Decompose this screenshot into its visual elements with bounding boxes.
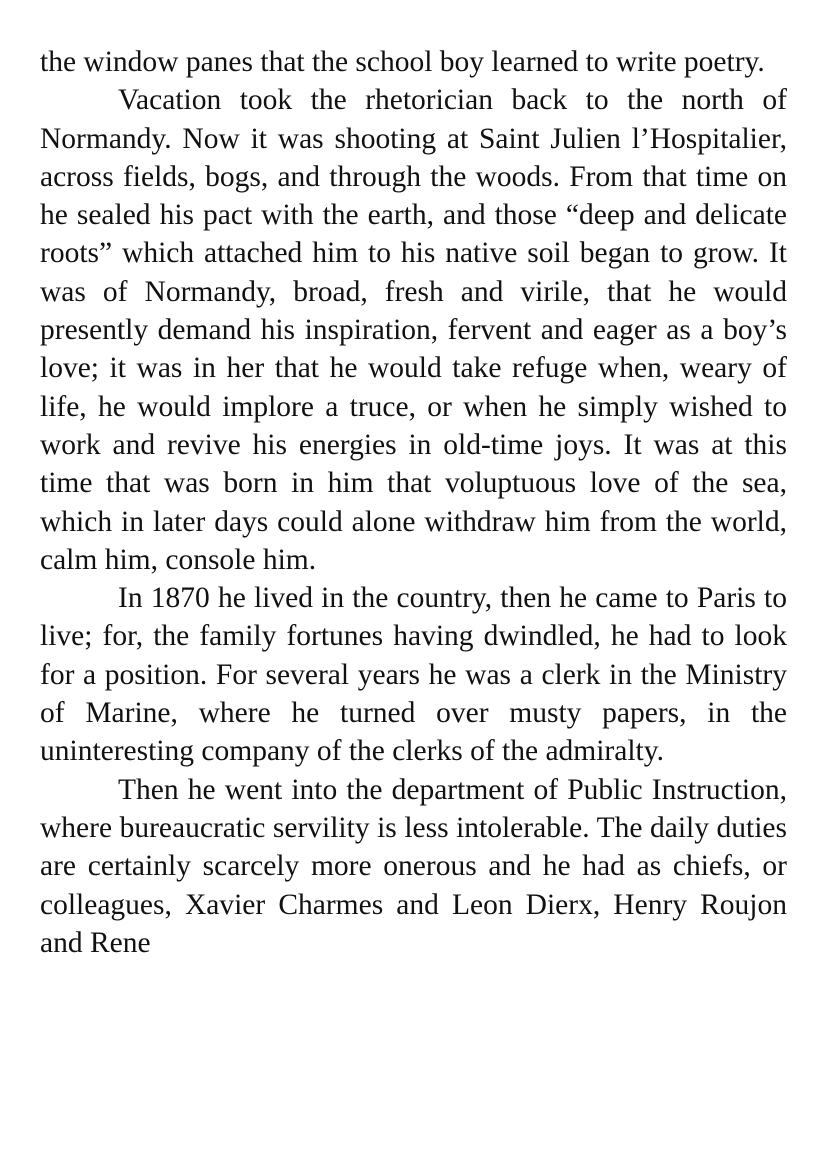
paragraph-vacation-normandy: Vacation took the rhetorician back to the north of Normandy. Now it was shooting at Saint Julien l’Hospitalier, across fields, bogs, and through the woods. From that time on he sealed his pact with the earth, and those “deep and delicate roots” which attached him to his native soil began to grow. It was of Normandy, broad, fresh and virile, that he would presently demand his inspiration, fervent and eager as a boy’s love; it was in her that he would take refuge when, weary of life, he would implore a truce, or when he simply wished to work and revive his energies in old-time joys. It was at this time that was born in him that voluptuous love of the sea, which in later days could alone withdraw him from the world, calm him, console him. [40, 84, 787, 576]
paragraph-public-instruction: Then he went into the department of Public Instruction, where bureaucratic servility is less intolerable. The daily duties are certainly scarcely more onerous and he had as chiefs, or colleagues, Xavier Charmes and Leon Dierx, Henry Roujon and Rene [40, 773, 787, 959]
paragraph-continuation: the window panes that the school boy learned to write poetry. [40, 46, 765, 78]
paragraph-1870-paris: In 1870 he lived in the country, then he came to Paris to live; for, the family fortunes having dwindled, he had to look for a position. For several years he was a clerk in the Ministry of Marine, where he turned over musty papers, in the uninteresting company of the clerks of the admiralty. [40, 582, 787, 768]
